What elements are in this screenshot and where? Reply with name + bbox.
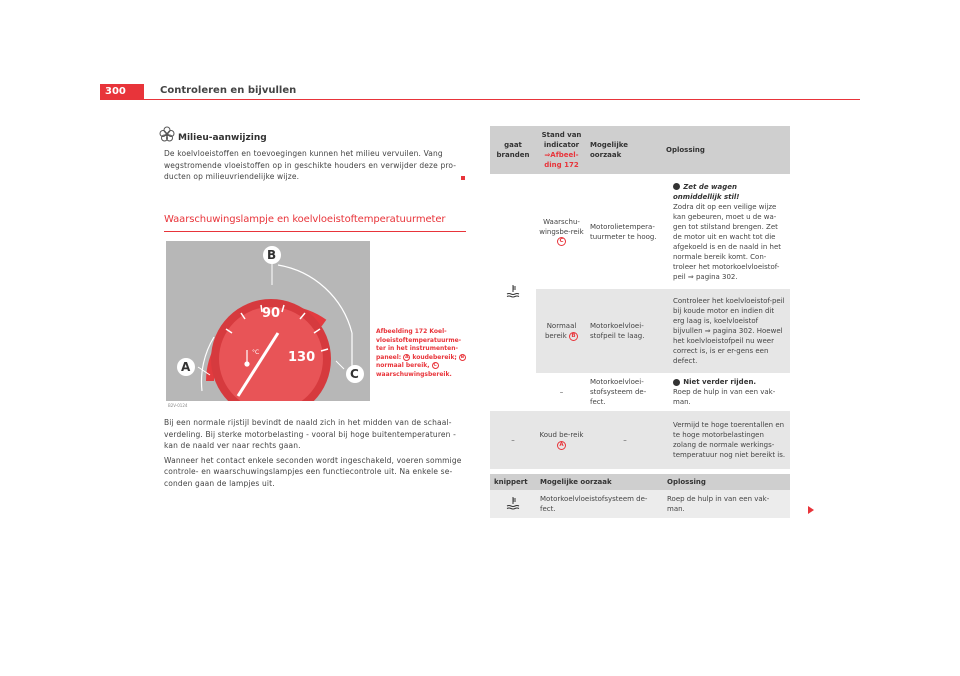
env-note-text: De koelvloeistoffen en toevoegingen kunnen het milieu vervuilen. Vang wegstromende vloeistoffen op in geschikte houders en verwijder deze pro-ducten op milieuvriendelijke wijze.	[164, 149, 457, 181]
badge-a: A	[405, 354, 409, 360]
badge-c: C	[433, 363, 437, 368]
header-gaat-branden: gaat branden	[490, 126, 536, 174]
end-marker	[461, 176, 465, 180]
row4-cause: –	[587, 411, 663, 469]
row1-solution-title: Zet de wagen onmiddellijk stil!	[673, 182, 740, 201]
header-oorzaak-2: Mogelijke oorzaak	[536, 474, 663, 490]
row3-cause: Motorkoelvloei-stofsysteem de-fect.	[587, 373, 663, 411]
page-number: 300	[100, 84, 144, 100]
row1-solution-text: Zodra dit op een veilige wijze kan gebeuren, moet u de wa-gen tot stilstand brengen. Zet de motor uit en wacht tot die afgekoeld is en de naald in het normale bereik komt. Con-troleer het motorkoelvloeistof-peil ⇒ pagina 302.	[673, 202, 781, 281]
row4-col1: –	[490, 411, 536, 469]
caption-b-text: normaal bereik,	[376, 362, 430, 369]
temperature-gauge-figure	[166, 241, 370, 401]
table-row	[490, 490, 790, 518]
header-stand-label: Stand van indicator	[541, 131, 582, 149]
figure-label-c: C	[350, 367, 359, 381]
blinking-table	[490, 474, 790, 518]
gauge-temp-symbol: °C	[252, 349, 260, 356]
figure-label-b: B	[267, 248, 277, 262]
env-note-title: Milieu-aanwijzing	[178, 133, 267, 143]
figure-caption	[376, 328, 466, 379]
gauge-value-90: 90	[262, 306, 281, 321]
row3-solution-text: Roep de hulp in van een vak-man.	[673, 388, 776, 406]
row2-solution: Controleer het koelvloeistof-peil bij koude motor en indien dit erg laag is, koelvloeistof bijvullen ⇒ pagina 302. Hoewel het koelvloeistofpeil nu weer correct is, is er er-gens een defect.	[663, 289, 790, 373]
row1-cause: Motorolietempera-tuurmeter te hoog.	[587, 174, 663, 289]
row3-solution	[663, 373, 790, 411]
row2-cause: Motorkoelvloei-stofpeil te laag.	[587, 289, 663, 373]
blink-cause: Motorkoelvloeistofsysteem de-fect.	[536, 490, 663, 518]
body-paragraph-1: Bij een normale rijstijl bevindt de naald zich in het midden van de schaal-verdeling. Bij sterke motorbelasting - vooral bij hoge buitentemperaturen - kan de naald ver naar rechts gaan.	[164, 418, 456, 450]
row2-stand	[536, 289, 587, 373]
gauge-value-130: 130	[288, 350, 316, 365]
row3-stand: –	[536, 373, 587, 411]
temp-warning-icon-cell	[490, 174, 536, 411]
indicator-table	[490, 126, 790, 469]
row4-solution: Vermijd te hoge toerentallen en te hoge motorbelastingen zolang de normale werkings-temperatuur nog niet bereikt is.	[663, 411, 790, 469]
header-rule	[100, 99, 860, 100]
row4-stand	[536, 411, 587, 469]
next-page-arrow-icon	[808, 506, 814, 514]
blink-icon-cell	[490, 490, 536, 518]
header-knippert: knippert	[490, 474, 536, 490]
row2-stand-text: Normaal bereik	[544, 322, 577, 340]
row1-stand-text: Waarschu-wingsbe-reik	[539, 217, 584, 236]
figure-code: B2V-0124	[168, 403, 188, 408]
row3-solution-title: Niet verder rijden.	[683, 378, 757, 386]
stop-icon	[673, 379, 680, 386]
stop-icon	[673, 183, 680, 190]
caption-c-text: waarschuwingsbereik.	[376, 370, 452, 378]
figure-label-a: A	[181, 360, 191, 374]
coolant-temp-icon	[506, 496, 520, 510]
row1-solution	[663, 174, 790, 289]
row4-stand-text: Koud be-reik	[539, 431, 584, 439]
header-oorzaak: Mogelijke oorzaak	[587, 126, 663, 174]
coolant-temp-icon	[506, 284, 520, 298]
body-paragraph-2: Wanneer het contact enkele seconden wordt ingeschakeld, voeren sommige controle- en waarschuwingslampjes een functiecontrole uit. Na enkele se-conden gaan de lampjes uit.	[164, 455, 462, 488]
caption-a-text: koudebereik;	[412, 353, 457, 361]
header-oplossing-2: Oplossing	[663, 474, 790, 490]
blink-solution: Roep de hulp in van een vak-man.	[663, 490, 790, 518]
row2-badge: B	[569, 332, 578, 341]
row1-stand	[536, 174, 587, 289]
badge-b: B	[460, 354, 465, 360]
row1-badge: C	[557, 237, 566, 246]
row4-badge: A	[557, 441, 566, 450]
header-stand-ref: ⇒Afbeel-ding 172	[544, 151, 579, 169]
caption-title: Afbeelding 172 Koel-vloeistoftemperatuurme-ter in het instrumenten-paneel:	[376, 328, 462, 361]
flower-icon	[159, 126, 175, 146]
section-title: Waarschuwingslampje en koelvloeistoftemperatuurmeter	[164, 214, 446, 225]
table-row	[490, 174, 790, 289]
body-text	[164, 417, 468, 492]
header-oplossing: Oplossing	[663, 126, 790, 174]
section-rule	[164, 231, 466, 232]
table-row	[490, 411, 790, 469]
header-stand	[536, 126, 587, 174]
page-header-title: Controleren en bijvullen	[160, 85, 297, 96]
